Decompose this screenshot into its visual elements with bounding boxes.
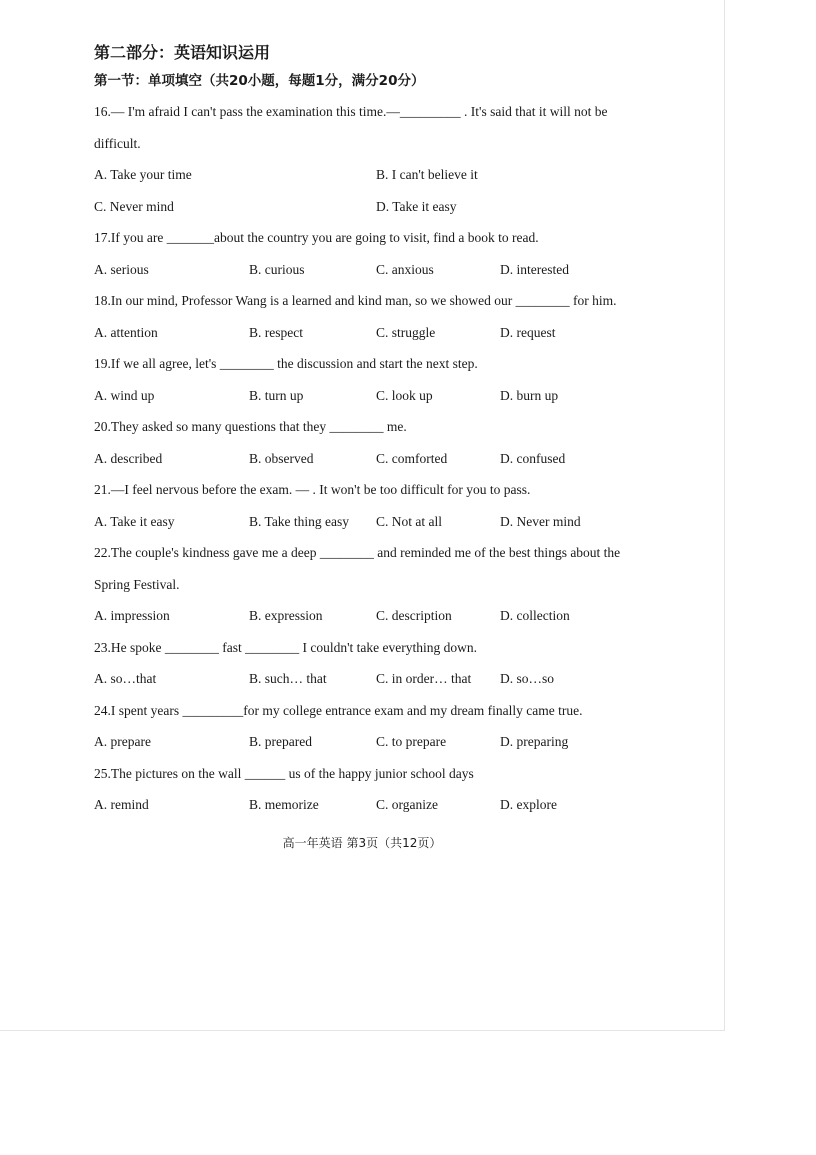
question-18 [94, 285, 694, 348]
question-stem: 22.The couple's kindness gave me a deep ________ and reminded me of the best things about the [94, 545, 621, 560]
option-c: C. description [376, 608, 452, 623]
question-stem: 25.The pictures on the wall ______ us of the happy junior school days [94, 765, 474, 781]
option-b: B. Take thing easy [249, 513, 350, 529]
option-c: C. Never mind [94, 198, 174, 214]
page-footer: 高一年英语 第3页（共12页） [282, 836, 442, 850]
option-d: D. confused [500, 450, 566, 466]
question-24 [94, 695, 694, 758]
option-row [94, 159, 694, 191]
subsection-title: 第一节：单项填空（共20小题，每题1分，满分20分） [94, 73, 425, 89]
question-stem: 24.I spent years _________for my college entrance exam and my dream finally came true. [94, 702, 583, 718]
option-b: B. curious [249, 261, 305, 277]
option-a: A. prepare [94, 734, 151, 749]
option-row [94, 380, 694, 412]
option-a: A. described [94, 450, 163, 466]
question-stem: 20.They asked so many questions that they ________ me. [94, 419, 407, 434]
option-row [94, 254, 694, 286]
option-a: A. impression [94, 608, 170, 623]
option-row [94, 789, 694, 821]
option-row [94, 443, 694, 475]
option-c: C. Not at all [376, 513, 442, 529]
option-c: C. look up [376, 387, 433, 403]
option-c: C. organize [376, 797, 438, 812]
option-a: A. Take it easy [94, 513, 175, 529]
option-d: D. Take it easy [376, 198, 457, 214]
question-stem: 16.— I'm afraid I can't pass the examination this time.—_________ . It's said that it will not be [94, 104, 608, 119]
option-row [94, 663, 694, 695]
option-b: B. memorize [249, 797, 319, 812]
option-b: B. such… that [249, 671, 327, 686]
exam-content [94, 40, 694, 821]
option-b: B. prepared [249, 734, 312, 749]
option-b: B. respect [249, 324, 303, 340]
option-d: D. collection [500, 608, 570, 623]
question-23 [94, 632, 694, 695]
option-a: A. wind up [94, 387, 155, 403]
option-b: B. turn up [249, 387, 304, 403]
question-16 [94, 96, 694, 222]
question-stem: 17.If you are _______about the country you are going to visit, find a book to read. [94, 230, 539, 245]
option-d: D. request [500, 324, 556, 340]
option-d: D. Never mind [500, 513, 581, 529]
option-c: C. to prepare [376, 734, 447, 749]
question-19 [94, 348, 694, 411]
option-c: C. in order… that [376, 671, 472, 686]
question-17 [94, 222, 694, 285]
option-c: C. comforted [376, 450, 448, 466]
question-stem: 19.If we all agree, let's ________ the discussion and start the next step. [94, 356, 478, 371]
question-stem-continued: Spring Festival. [94, 576, 180, 592]
option-a: A. serious [94, 261, 149, 277]
option-row [94, 317, 694, 349]
question-stem: 18.In our mind, Professor Wang is a learned and kind man, so we showed our ________ for him. [94, 293, 617, 308]
question-25 [94, 758, 694, 821]
option-c: C. struggle [376, 324, 436, 340]
section-title: 第二部分：英语知识运用 [94, 43, 271, 62]
question-stem: 21.—I feel nervous before the exam. — . It won't be too difficult for you to pass. [94, 482, 531, 497]
option-d: D. burn up [500, 387, 559, 403]
option-a: A. so…that [94, 671, 157, 686]
option-row [94, 506, 694, 538]
option-b: B. observed [249, 450, 314, 466]
question-stem: 23.He spoke ________ fast ________ I couldn't take everything down. [94, 639, 477, 655]
question-21 [94, 474, 694, 537]
question-22 [94, 537, 694, 632]
option-a: A. attention [94, 324, 158, 340]
option-d: D. preparing [500, 734, 569, 749]
option-d: D. explore [500, 797, 557, 812]
option-row [94, 600, 694, 632]
option-b: B. expression [249, 608, 323, 623]
option-b: B. I can't believe it [376, 167, 478, 182]
option-d: D. so…so [500, 671, 555, 686]
option-d: D. interested [500, 261, 569, 277]
option-row [94, 191, 694, 223]
option-row [94, 726, 694, 758]
question-20 [94, 411, 694, 474]
question-stem-continued: difficult. [94, 135, 141, 151]
option-c: C. anxious [376, 261, 434, 277]
option-a: A. remind [94, 797, 149, 812]
option-a: A. Take your time [94, 167, 192, 182]
